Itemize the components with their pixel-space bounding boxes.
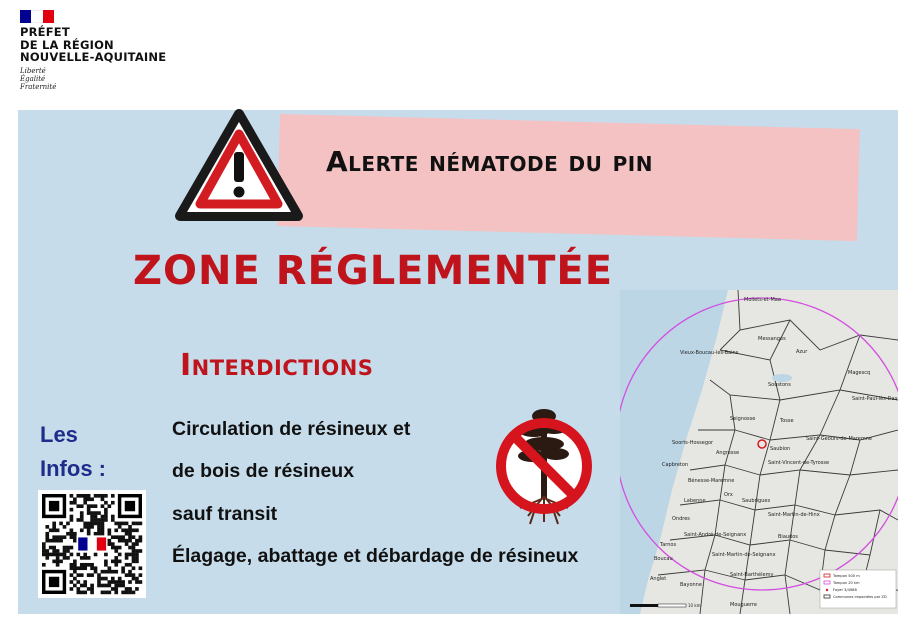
map-label: Saint-Barthélemy xyxy=(730,572,774,578)
logo-line-3: NOUVELLE-AQUITAINE xyxy=(20,50,167,64)
map-label: Anglet xyxy=(650,576,667,582)
map-label: Azur xyxy=(796,349,808,355)
infos-label xyxy=(40,418,106,486)
map-label: Biaudos xyxy=(778,534,798,540)
map-label: Ondres xyxy=(672,516,690,522)
motto-liberte: Liberté xyxy=(20,66,46,75)
prefet-name xyxy=(20,26,166,64)
legend-item: Communes impactées par ZD xyxy=(833,595,887,599)
map-label: Saint-Paul-lès-Dax xyxy=(852,396,898,402)
interdictions-title: Interdictions xyxy=(180,348,374,383)
map-label: Tarnos xyxy=(660,542,677,548)
map-label: Bayonne xyxy=(680,582,702,588)
map-label: Angresse xyxy=(716,450,740,456)
map-label: Mouguerre xyxy=(730,602,757,608)
map-label: Saint-Vincent-de-Tyrosse xyxy=(768,460,830,466)
qr-code[interactable] xyxy=(38,490,146,598)
map-label: Tosse xyxy=(780,418,794,424)
republic-motto xyxy=(20,67,166,91)
map-legend xyxy=(820,570,896,608)
legend-item: Tampon 500 m xyxy=(833,574,860,578)
map-label: Saubion xyxy=(770,446,791,452)
map-label: Capbreton xyxy=(662,462,689,468)
map-label: Saint-André-de-Seignanx xyxy=(684,532,747,538)
alert-title: Alerte nématode du pin xyxy=(326,145,653,178)
motto-egalite: Égalité xyxy=(20,74,46,83)
scale-label: 10 km xyxy=(688,603,701,608)
motto-fraternite: Fraternité xyxy=(20,82,57,91)
prefet-logo xyxy=(20,10,166,91)
map-label: Magescq xyxy=(848,370,871,376)
marianne-flag-icon xyxy=(20,10,54,23)
regulated-zone-map xyxy=(620,290,898,614)
infos-line-1: Les xyxy=(40,422,78,447)
rule-line-4: Élagage, abattage et débardage de résineux xyxy=(172,545,579,567)
map-label: Saint-Geours-de-Maremne xyxy=(806,436,872,442)
map-label: Soustons xyxy=(768,382,791,388)
rule-line-3: sauf transit xyxy=(172,503,278,525)
zone-title: ZONE RÉGLEMENTÉE xyxy=(133,248,614,294)
rule-line-2: de bois de résineux xyxy=(172,460,355,482)
no-tree-icon xyxy=(492,404,596,532)
map-label: Saint-Martin-de-Seignanx xyxy=(712,552,776,558)
logo-line-1: PRÉFET xyxy=(20,25,70,39)
warning-triangle-icon xyxy=(174,108,304,228)
map-label: Orx xyxy=(724,492,733,498)
logo-line-2: DE LA RÉGION xyxy=(20,37,114,52)
map-label: Saubrigues xyxy=(742,498,771,504)
legend-item: Tampon 20 km xyxy=(833,581,860,585)
map-label: Bénesse-Maremne xyxy=(688,478,735,484)
map-label: Saint-Martin-de-Hinx xyxy=(768,512,820,518)
infos-line-2: Infos : xyxy=(40,456,106,481)
map-label: Soorts-Hossegor xyxy=(672,440,714,446)
map-label: Messanges xyxy=(758,336,786,342)
map-label: Boucau xyxy=(654,556,673,562)
rule-line-1: Circulation de résineux et xyxy=(172,418,411,440)
legend-item: Foyer 3/4988 xyxy=(833,588,857,592)
map-label: Labenne xyxy=(684,498,706,504)
map-label: Seignosse xyxy=(730,416,756,422)
map-label: Vieux-Boucau-les-Bains xyxy=(680,350,739,356)
map-label: Moliets-et-Maa xyxy=(744,297,781,303)
map-scale xyxy=(630,603,701,608)
